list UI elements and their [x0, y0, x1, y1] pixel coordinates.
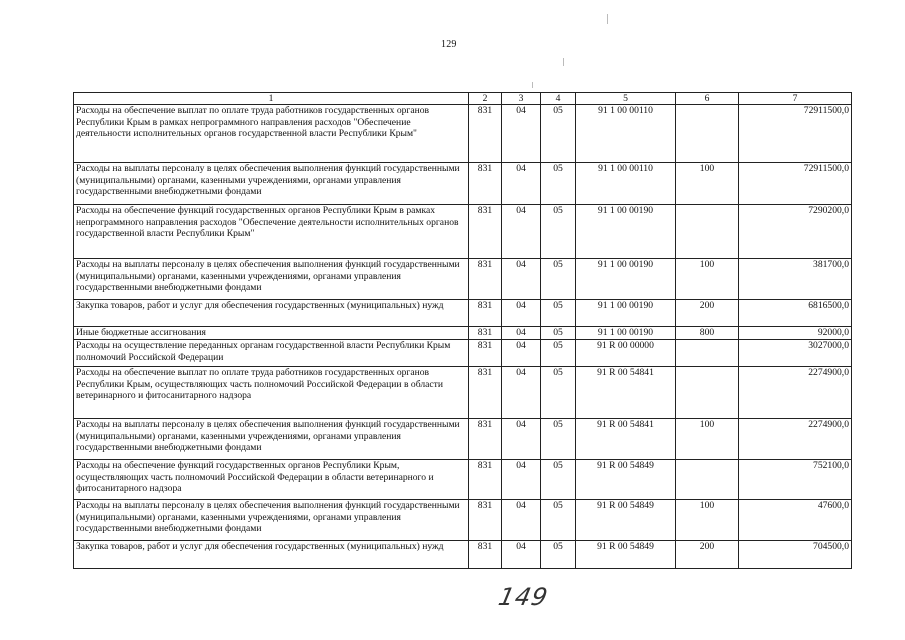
ministry-code: 831 [469, 163, 502, 205]
section-code: 04 [502, 259, 541, 300]
subsection-code: 05 [541, 367, 576, 419]
target-article-code: 91 1 00 00110 [576, 105, 676, 163]
amount: 72911500,0 [739, 163, 852, 205]
expense-type-code [676, 340, 739, 367]
ministry-code: 831 [469, 205, 502, 259]
expense-type-code: 100 [676, 500, 739, 541]
table-row [74, 205, 852, 259]
section-code: 04 [502, 300, 541, 327]
subsection-code: 05 [541, 259, 576, 300]
amount: 3027000,0 [739, 340, 852, 367]
table-header-row [74, 93, 852, 105]
column-header: 5 [576, 93, 676, 105]
row-description: Расходы на выплаты персоналу в целях обеспечения выполнения функций государственными (муниципальными) органами, казенными учреждениями, органами управления государственными внебюджетными фондами [74, 419, 469, 460]
column-header: 1 [74, 93, 469, 105]
amount: 7290200,0 [739, 205, 852, 259]
target-article-code: 91 R 00 54841 [576, 419, 676, 460]
expense-type-code [676, 367, 739, 419]
row-description: Закупка товаров, работ и услуг для обеспечения государственных (муниципальных) нужд [74, 300, 469, 327]
table-row [74, 460, 852, 500]
ministry-code: 831 [469, 327, 502, 340]
scan-artifact [563, 58, 564, 66]
amount: 381700,0 [739, 259, 852, 300]
expense-type-code: 800 [676, 327, 739, 340]
section-code: 04 [502, 541, 541, 569]
section-code: 04 [502, 205, 541, 259]
section-code: 04 [502, 340, 541, 367]
expense-type-code [676, 105, 739, 163]
row-description: Расходы на выплаты персоналу в целях обеспечения выполнения функций государственными (муниципальными) органами, казенными учреждениями, органами управления государственными внебюджетными фондами [74, 259, 469, 300]
row-description: Расходы на обеспечение функций государственных органов Республики Крым в рамках непрограммного направления расходов "Обеспечение деятельности исполнительных органов государственной власти Республики Крым" [74, 205, 469, 259]
table-row [74, 259, 852, 300]
section-code: 04 [502, 367, 541, 419]
expense-type-code: 100 [676, 163, 739, 205]
row-description: Расходы на выплаты персоналу в целях обеспечения выполнения функций государственными (муниципальными) органами, казенными учреждениями, органами управления государственными внебюджетными фондами [74, 500, 469, 541]
expense-type-code [676, 460, 739, 500]
expense-type-code [676, 205, 739, 259]
column-header: 3 [502, 93, 541, 105]
row-description: Иные бюджетные ассигнования [74, 327, 469, 340]
amount: 2274900,0 [739, 367, 852, 419]
expense-type-code: 200 [676, 541, 739, 569]
section-code: 04 [502, 105, 541, 163]
subsection-code: 05 [541, 105, 576, 163]
target-article-code: 91 R 00 54849 [576, 500, 676, 541]
table-row [74, 105, 852, 163]
ministry-code: 831 [469, 340, 502, 367]
ministry-code: 831 [469, 419, 502, 460]
column-header: 6 [676, 93, 739, 105]
ministry-code: 831 [469, 105, 502, 163]
section-code: 04 [502, 327, 541, 340]
section-code: 04 [502, 460, 541, 500]
table-row [74, 163, 852, 205]
table-row [74, 340, 852, 367]
scan-artifact [532, 82, 533, 88]
subsection-code: 05 [541, 163, 576, 205]
section-code: 04 [502, 163, 541, 205]
expense-type-code: 200 [676, 300, 739, 327]
amount: 2274900,0 [739, 419, 852, 460]
section-code: 04 [502, 419, 541, 460]
section-code: 04 [502, 500, 541, 541]
subsection-code: 05 [541, 541, 576, 569]
amount: 6816500,0 [739, 300, 852, 327]
budget-table [73, 92, 852, 569]
page-number: 129 [441, 39, 457, 50]
row-description: Закупка товаров, работ и услуг для обеспечения государственных (муниципальных) нужд [74, 541, 469, 569]
amount: 72911500,0 [739, 105, 852, 163]
table-row [74, 500, 852, 541]
subsection-code: 05 [541, 460, 576, 500]
ministry-code: 831 [469, 300, 502, 327]
ministry-code: 831 [469, 367, 502, 419]
target-article-code: 91 R 00 54849 [576, 460, 676, 500]
row-description: Расходы на выплаты персоналу в целях обеспечения выполнения функций государственными (муниципальными) органами, казенными учреждениями, органами управления государственными внебюджетными фондами [74, 163, 469, 205]
table-row [74, 327, 852, 340]
ministry-code: 831 [469, 500, 502, 541]
row-description: Расходы на обеспечение выплат по оплате труда работников государственных органов Республики Крым, осуществляющих часть полномочий Российской Федерации в области ветеринарного и фитосанитарного надзора [74, 367, 469, 419]
subsection-code: 05 [541, 205, 576, 259]
subsection-code: 05 [541, 340, 576, 367]
column-header: 4 [541, 93, 576, 105]
amount: 47600,0 [739, 500, 852, 541]
row-description: Расходы на обеспечение функций государственных органов Республики Крым, осуществляющих часть полномочий Российской Федерации в области ветеринарного и фитосанитарного надзора [74, 460, 469, 500]
target-article-code: 91 1 00 00190 [576, 259, 676, 300]
amount: 92000,0 [739, 327, 852, 340]
expense-type-code: 100 [676, 259, 739, 300]
target-article-code: 91 1 00 00110 [576, 163, 676, 205]
target-article-code: 91 1 00 00190 [576, 300, 676, 327]
target-article-code: 91 R 00 54849 [576, 541, 676, 569]
row-description: Расходы на осуществление переданных органам государственной власти Республики Крым полномочий Российской Федерации [74, 340, 469, 367]
target-article-code: 91 1 00 00190 [576, 327, 676, 340]
subsection-code: 05 [541, 300, 576, 327]
subsection-code: 05 [541, 500, 576, 541]
table-row [74, 419, 852, 460]
ministry-code: 831 [469, 259, 502, 300]
column-header: 2 [469, 93, 502, 105]
table-row [74, 300, 852, 327]
handwritten-page-number: 149 [496, 583, 551, 611]
amount: 704500,0 [739, 541, 852, 569]
row-description: Расходы на обеспечение выплат по оплате труда работников государственных органов Республики Крым в рамках непрограммного направления расходов "Обеспечение деятельности исполнительных органов государственной власти Республики Крым" [74, 105, 469, 163]
ministry-code: 831 [469, 541, 502, 569]
subsection-code: 05 [541, 327, 576, 340]
target-article-code: 91 1 00 00190 [576, 205, 676, 259]
scan-artifact [607, 14, 608, 24]
table-row [74, 367, 852, 419]
expense-type-code: 100 [676, 419, 739, 460]
ministry-code: 831 [469, 460, 502, 500]
table-row [74, 541, 852, 569]
amount: 752100,0 [739, 460, 852, 500]
target-article-code: 91 R 00 54841 [576, 367, 676, 419]
target-article-code: 91 R 00 00000 [576, 340, 676, 367]
column-header: 7 [739, 93, 852, 105]
subsection-code: 05 [541, 419, 576, 460]
